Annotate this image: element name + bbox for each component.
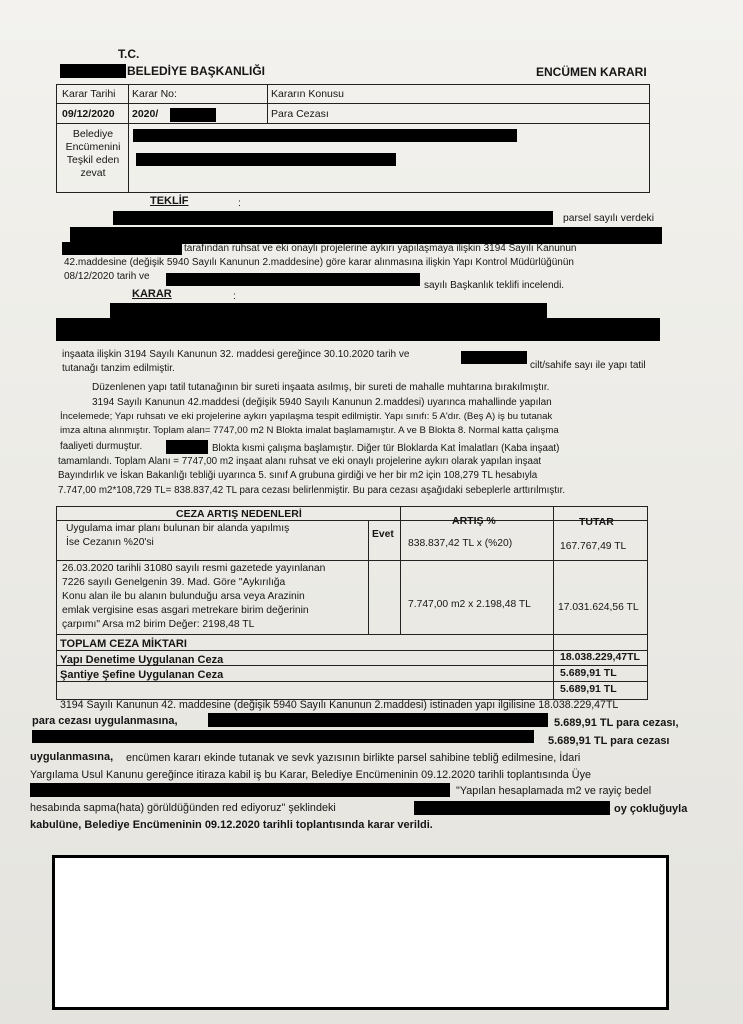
karar-p3-line6: Bayındırlık ve İskan Bakanlığı tebliği uyarınca 5. sınıf A grubuna girdiği ve her bir m2 için 108,279 TL hesabıyla — [58, 470, 538, 481]
tc-label: T.C. — [118, 47, 140, 61]
subject-label: Kararın Konusu — [271, 88, 344, 100]
karar-p3-line2: İncelemede; Yapı ruhsatı ve eki projelerine aykırı yapılaşma tespit edilmiştir. Yapı sınıfı: 5 A'dır. (Beş A) iş bu tutanak — [60, 411, 553, 422]
table-rule — [56, 634, 648, 635]
closing-line4b: encümen kararı ekinde tutanak ve sevk yazısının birlikte parsel sahibine tebliğ edilmesine, İdari — [126, 752, 581, 764]
site-chief-penalty-value: 5.689,91 TL — [560, 683, 617, 695]
row1-increase: 838.837,42 TL x (%20) — [408, 538, 513, 549]
redaction — [170, 108, 216, 122]
redaction — [62, 242, 182, 255]
committee-label-1: Belediye — [72, 128, 114, 140]
redaction — [414, 801, 610, 815]
redaction — [166, 440, 208, 454]
table-rule — [56, 560, 648, 561]
row1-reason-l1: Uygulama imar planı bulunan bir alanda yapılmış — [66, 523, 290, 534]
karar-p1-line2: tutanağı tanzim edilmiştir. — [62, 363, 175, 374]
signature-redaction-box — [52, 855, 669, 1010]
karar-p3-line4b: Blokta kısmi çalışma başlamıştır. Diğer tür Bloklarda Kat İmalatları (Kaba inşaat) — [212, 443, 560, 454]
supervision-penalty-label: Yapı Denetime Uygulanan Ceza — [60, 654, 224, 666]
table-header-reasons: CEZA ARTIŞ NEDENLERİ — [176, 508, 302, 520]
table-header-increase: ARTIŞ % — [452, 515, 496, 527]
closing-line6b: "Yapılan hesaplamada m2 ve rayiç bedel — [456, 785, 652, 797]
row2-reason-l2: 7226 sayılı Genelgenin 39. Mad. Göre "Aykırılığa — [62, 577, 286, 588]
karar-p2: Düzenlenen yapı tatil tutanağının bir sureti inşaata asılmış, bir sureti de mahalle muhtarına bırakılmıştır. — [92, 382, 550, 393]
redaction — [208, 713, 548, 727]
closing-line7b: oy çokluğuyla — [614, 803, 688, 815]
row1-flag: Evet — [372, 529, 394, 540]
site-chief-penalty-label: Şantiye Şefine Uygulanan Ceza — [60, 669, 224, 681]
row2-reason-l1: 26.03.2020 tarihli 31080 sayılı resmi gazetede yayınlanan — [62, 563, 326, 574]
karar-p1-line1-end: cilt/sahife sayı ile yapı tatil — [530, 360, 646, 371]
table-header-amount: TUTAR — [579, 516, 614, 528]
committee-label-4: zevat — [80, 167, 106, 179]
karar-p1-line1: inşaata ilişkin 3194 Sayılı Kanunun 32. maddesi gereğince 30.10.2020 tarih ve — [62, 349, 410, 360]
row2-reason-l3: Konu alan ile bu alanın bulunduğu arsa veya Arazinin — [62, 591, 305, 602]
row2-amount: 17.031.624,56 TL — [558, 602, 639, 613]
closing-line2b: 5.689,91 TL para cezası, — [554, 717, 679, 729]
closing-line3b: 5.689,91 TL para cezası — [548, 735, 670, 747]
closing-line5: Yargılama Usul Kanunu gereğince itiraza kabil iş bu Karar, Belediye Encümeninin 09.12.2020 tarihli toplantısında Üye — [30, 769, 591, 781]
document-type: ENCÜMEN KARARI — [536, 65, 647, 79]
teklif-heading: TEKLİF — [150, 195, 189, 207]
date-value: 09/12/2020 — [62, 108, 115, 120]
closing-line4a: uygulanmasına, — [30, 751, 114, 763]
table-rule — [56, 520, 648, 521]
karar-p3-line7: 7.747,00 m2*108,729 TL= 838.837,42 TL para cezası belirlenmiştir. Bu para cezası aşağıdaki sebeplerle arttırılmıştır. — [58, 485, 566, 496]
karar-colon: : — [233, 290, 236, 302]
row2-reason-l5: çarpımı" Arsa m2 birim Değer: 2198,48 TL — [62, 619, 255, 630]
teklif-line4-start: 08/12/2020 tarih ve — [64, 271, 150, 282]
teklif-line3: 42.maddesine (değişik 5940 Sayılı Kanunun 2.maddesine) göre karar alınmasına ilişkin Yapı Kontrol Müdürlüğünün — [64, 257, 574, 268]
redaction — [113, 211, 553, 225]
municipality-title: BELEDİYE BAŞKANLIĞI — [127, 64, 266, 78]
closing-line8: kabulüne, Belediye Encümeninin 09.12.2020 tarihli toplantısında karar verildi. — [30, 819, 433, 831]
redaction — [60, 64, 126, 78]
teklif-line1-end: parsel sayılı verdeki — [563, 213, 654, 224]
row2-reason-l4: emlak vergisine esas asgari metrekare birim değerinin — [62, 605, 309, 616]
redaction — [166, 273, 420, 286]
redaction — [133, 129, 517, 142]
table-rule — [553, 506, 554, 700]
committee-label-2: Encümenini — [65, 141, 121, 153]
karar-p3-line5: tamamlandı. Toplam Alanı = 7747,00 m2 inşaat alanı ruhsat ve eki onaylı projelerine aykırı olarak yapılan inşaat — [58, 456, 542, 467]
redaction — [110, 303, 547, 319]
teklif-line4-end: sayılı Başkanlık teklifi incelendi. — [424, 280, 565, 291]
karar-p3-line3: imza altına alınmıştır. Toplam alan= 7747,00 m2 N Blokta imalat başlamamıştır. A ve B Blokta 8. Normal katta çalışma — [60, 425, 559, 436]
row1-amount: 167.767,49 TL — [560, 541, 627, 552]
karar-heading: KARAR — [132, 288, 172, 300]
redaction — [32, 730, 534, 743]
redaction — [136, 153, 396, 166]
closing-line1: 3194 Sayılı Kanunun 42. maddesine (değişik 5940 Sayılı Kanunun 2.maddesi) istinaden yapı ilgilisine 18.038.229,47TL — [60, 699, 619, 711]
closing-line7a: hesabında sapma(hata) görüldüğünden red ediyoruz" şeklindeki — [30, 802, 336, 814]
teklif-colon: : — [238, 197, 241, 209]
redaction — [56, 318, 660, 341]
karar-p3-line1: 3194 Sayılı Kanunun 42.maddesi (değişik 5940 Sayılı Kanunun 2.maddesi) uyarınca mahallinde yapılan — [92, 397, 552, 408]
table-rule — [368, 520, 369, 634]
closing-line2a: para cezası uygulanmasına, — [32, 715, 178, 727]
table-rule — [400, 506, 401, 634]
supervision-penalty-value: 5.689,91 TL — [560, 667, 617, 679]
decision-no-value: 2020/ — [132, 108, 159, 120]
teklif-line2: tarafından ruhsat ve eki onaylı projelerine aykırı yapılaşmaya ilişkin 3194 Sayılı Kanunun — [184, 243, 577, 254]
row1-reason-l2: İse Cezanın %20'si — [66, 537, 154, 548]
decision-no-label: Karar No: — [132, 88, 177, 100]
karar-p3-line4a: faaliyeti durmuştur. — [60, 441, 143, 452]
date-label: Karar Tarihi — [62, 88, 116, 100]
redaction — [461, 351, 527, 364]
total-value: 18.038.229,47TL — [560, 651, 640, 663]
total-label: TOPLAM CEZA MİKTARI — [60, 638, 187, 650]
redaction — [30, 783, 450, 797]
committee-label-3: Teşkil eden — [66, 154, 120, 166]
row2-increase: 7.747,00 m2 x 2.198,48 TL — [408, 599, 531, 610]
subject-value: Para Cezası — [271, 108, 329, 120]
